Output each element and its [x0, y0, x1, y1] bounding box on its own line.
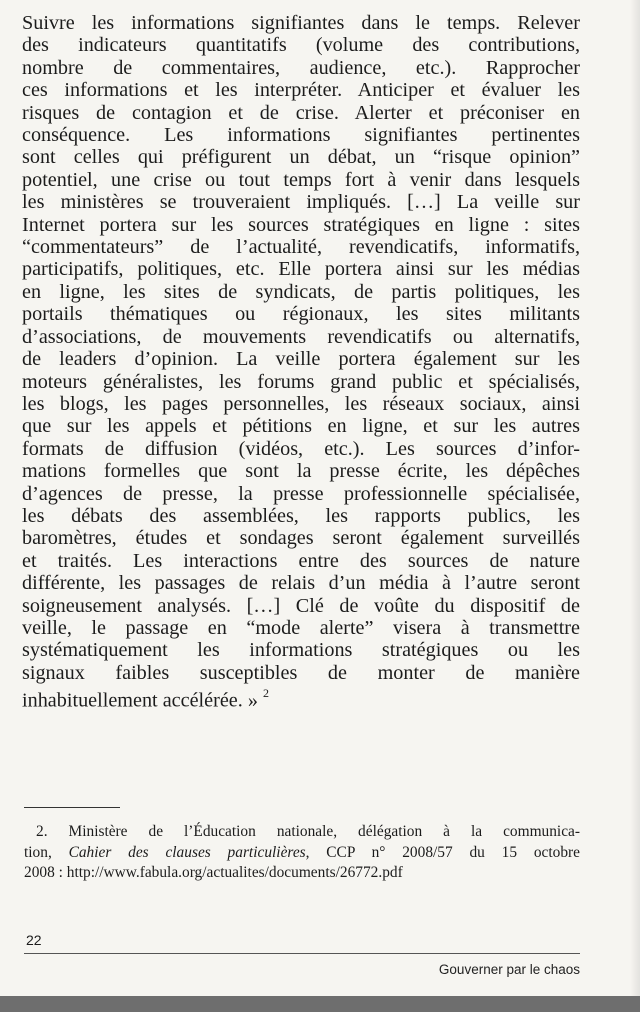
- footer-rule: [24, 953, 580, 954]
- running-title: Gouverner par le chaos: [438, 962, 580, 977]
- text-line: nombre de commentaires, audience, etc.). Rapprocher: [22, 56, 580, 79]
- text-line: les blogs, les pages personnelles, les réseaux sociaux, ainsi: [22, 392, 580, 415]
- text-line: en ligne, les sites de syndicats, de partis politiques, les: [22, 280, 580, 303]
- footnote-separator: [24, 807, 120, 808]
- scan-bottom-edge: [0, 996, 640, 1012]
- text-line: Internet portera sur les sources stratégiques en ligne : sites: [22, 213, 580, 236]
- text-line: signaux faibles susceptibles de monter de manière: [22, 661, 580, 684]
- text-line-content: inhabituellement accélérée. »: [22, 689, 258, 712]
- text-line: des indicateurs quantitatifs (volume des contributions,: [22, 34, 580, 57]
- text-line: formats de diffusion (vidéos, etc.). Les sources d’infor-: [22, 437, 580, 460]
- footnote-reference[interactable]: 2: [263, 686, 269, 701]
- text-line: conséquence. Les informations signifiantes pertinentes: [22, 124, 580, 147]
- text-line: et traités. Les interactions entre des sources de nature: [22, 549, 580, 572]
- footnote-line-citation: tion, Cahier des clauses particulières, CCP n° 2008/57 du 15 octobre: [24, 843, 581, 861]
- text-line: potentiel, une crise ou tout temps fort à venir dans lesquels: [22, 168, 580, 191]
- text-line: de leaders d’opinion. La veille portera également sur les: [22, 348, 580, 371]
- text-line: d’agences de presse, la presse professionnelle spécialisée,: [22, 482, 580, 505]
- footnote-line: 2. Ministère de l’Éducation nationale, délégation à la communica-: [36, 823, 580, 840]
- footnote: [24, 822, 580, 884]
- text-line-last: [22, 684, 580, 712]
- cited-document-title: Cahier des clauses particulières: [68, 843, 306, 861]
- text-line: les ministères se trouveraient impliqués. […] La veille sur: [22, 191, 580, 214]
- text-line: moteurs généralistes, les forums grand public et spécialisés,: [22, 370, 580, 393]
- text-line: systématiquement les informations stratégiques ou les: [22, 639, 580, 662]
- quoted-body-text: [22, 12, 580, 712]
- footnote-line-url: 2008 : http://www.fabula.org/actualites/documents/26772.pdf: [24, 864, 403, 881]
- text-line: sont celles qui préfigurent un débat, un “risque opinion”: [22, 146, 580, 169]
- page-number: 22: [26, 932, 42, 948]
- text-line: d’associations, de mouvements revendicatifs ou alternatifs,: [22, 325, 580, 348]
- text-line: participatifs, politiques, etc. Elle portera ainsi sur les médias: [22, 258, 580, 281]
- text-line: Suivre les informations signifiantes dans le temps. Relever: [22, 12, 580, 34]
- text-line: risques de contagion et de crise. Alerter et préconiser en: [22, 101, 580, 124]
- text-line: soigneusement analysés. […] Clé de voûte du dispositif de: [22, 594, 580, 617]
- text-line: “commentateurs” de l’actualité, revendicatifs, informatifs,: [22, 236, 580, 259]
- page-edge-shadow: [630, 0, 640, 996]
- text-line: baromètres, études et sondages seront également surveillés: [22, 527, 580, 550]
- text-line: ces informations et les interpréter. Anticiper et évaluer les: [22, 79, 580, 102]
- text-line: veille, le passage en “mode alerte” visera à transmettre: [22, 616, 580, 639]
- text-line: différente, les passages de relais d’un média à l’autre seront: [22, 572, 580, 595]
- text-line: les débats des assemblées, les rapports publics, les: [22, 504, 580, 527]
- text-line: mations formelles que sont la presse écrite, les dépêches: [22, 460, 580, 483]
- text-line: portails thématiques ou régionaux, les sites militants: [22, 303, 580, 326]
- text-line: que sur les appels et pétitions en ligne, et sur les autres: [22, 415, 580, 438]
